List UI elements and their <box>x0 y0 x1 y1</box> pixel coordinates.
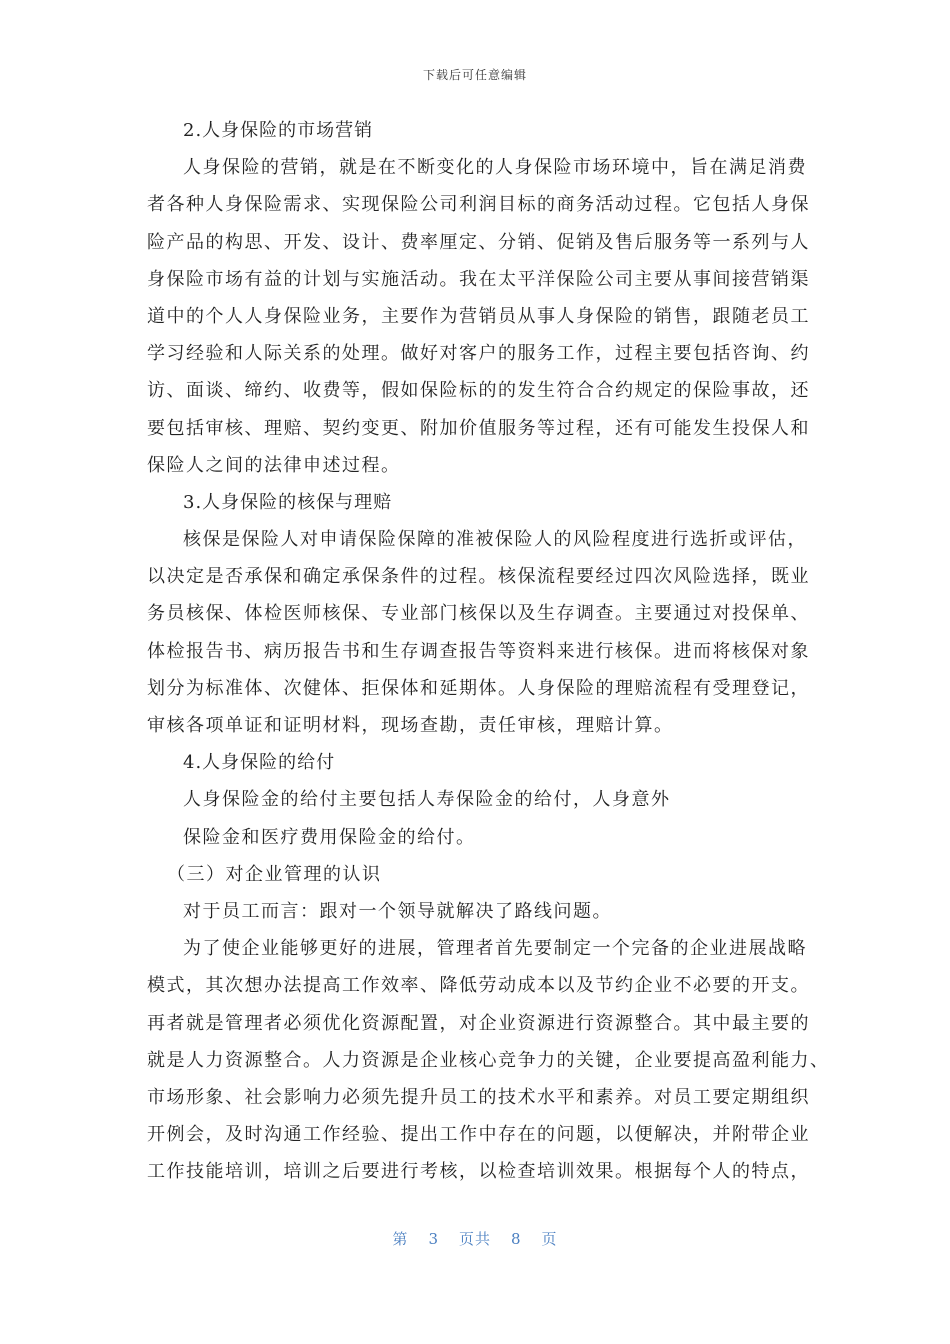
section-heading: 3.人身保险的核保与理赔 <box>183 491 393 513</box>
paragraph-line: 开例会，及时沟通工作经验、提出工作中存在的问题，以便解决，并附带企业 <box>147 1124 810 1146</box>
paragraph-line: 再者就是管理者必须优化资源配置，对企业资源进行资源整合。其中最主要的 <box>147 1012 810 1034</box>
section-heading: （三）对企业管理的认识 <box>167 863 382 885</box>
page-header: 下载后可任意编辑 <box>422 68 527 82</box>
paragraph-line: 核保是保险人对申请保险保障的准被保险人的风险程度进行选折或评估， <box>183 529 807 551</box>
paragraph-line: 保险人之间的法律申述过程。 <box>147 454 401 476</box>
paragraph-line: 人身保险金的给付主要包括人寿保险金的给付，人身意外 <box>183 789 671 811</box>
paragraph-line: 模式，其次想办法提高工作效率、降低劳动成本以及节约企业不必要的开支。 <box>147 975 810 997</box>
paragraph-line: 身保险市场有益的计划与实施活动。我在太平洋保险公司主要从事间接营销渠 <box>147 268 810 290</box>
paragraph-line: 对于员工而言：跟对一个领导就解决了路线问题。 <box>183 900 612 922</box>
paragraph-line: 就是人力资源整合。人力资源是企业核心竞争力的关键，企业要提高盈利能力、 <box>147 1049 830 1071</box>
section-heading: 4.人身保险的给付 <box>183 752 336 774</box>
paragraph-line: 保险金和医疗费用保险金的给付。 <box>183 826 476 848</box>
paragraph-line: 市场形象、社会影响力必须先提升员工的技术水平和素养。对员工要定期组织 <box>147 1086 810 1108</box>
footer-middle: 页共 <box>458 1230 491 1248</box>
paragraph-line: 以决定是否承保和确定承保条件的过程。核保流程要经过四次风险选择，既业 <box>147 566 810 588</box>
paragraph-line: 务员核保、体检医师核保、专业部门核保以及生存调查。主要通过对投保单、 <box>147 603 810 625</box>
paragraph-line: 访、面谈、缔约、收费等，假如保险标的的发生符合合约规定的保险事故，还 <box>147 380 810 402</box>
footer-total-pages: 8 <box>511 1230 522 1248</box>
footer-suffix: 页 <box>541 1230 558 1248</box>
section-heading: 2.人身保险的市场营销 <box>183 120 374 141</box>
paragraph-line: 工作技能培训，培训之后要进行考核，以检查培训效果。根据每个人的特点， <box>147 1161 810 1183</box>
footer-prefix: 第 <box>392 1230 409 1248</box>
document-body <box>147 112 830 1190</box>
paragraph-line: 体检报告书、病历报告书和生存调查报告等资料来进行核保。进而将核保对象 <box>147 640 810 662</box>
paragraph-line: 险产品的构思、开发、设计、费率厘定、分销、促销及售后服务等一系列与人 <box>147 231 810 253</box>
footer-page-number: 3 <box>428 1230 439 1248</box>
paragraph-line: 要包括审核、理赔、契约变更、附加价值服务等过程，还有可能发生投保人和 <box>147 417 810 439</box>
paragraph-line: 为了使企业能够更好的进展，管理者首先要制定一个完备的企业进展战略 <box>183 938 807 960</box>
paragraph-line: 学习经验和人际关系的处理。做好对客户的服务工作，过程主要包括咨询、约 <box>147 343 810 365</box>
page-footer <box>0 1228 950 1249</box>
paragraph-line: 人身保险的营销，就是在不断变化的人身保险市场环境中，旨在满足消费 <box>183 157 807 179</box>
paragraph-line: 审核各项单证和证明材料，现场查勘，责任审核，理赔计算。 <box>147 715 674 736</box>
paragraph-line: 道中的个人人身保险业务，主要作为营销员从事人身保险的销售，跟随老员工 <box>147 305 810 327</box>
paragraph-line: 者各种人身保险需求、实现保险公司利润目标的商务活动过程。它包括人身保 <box>147 194 810 216</box>
paragraph-line: 划分为标准体、次健体、拒保体和延期体。人身保险的理赔流程有受理登记， <box>147 677 810 699</box>
